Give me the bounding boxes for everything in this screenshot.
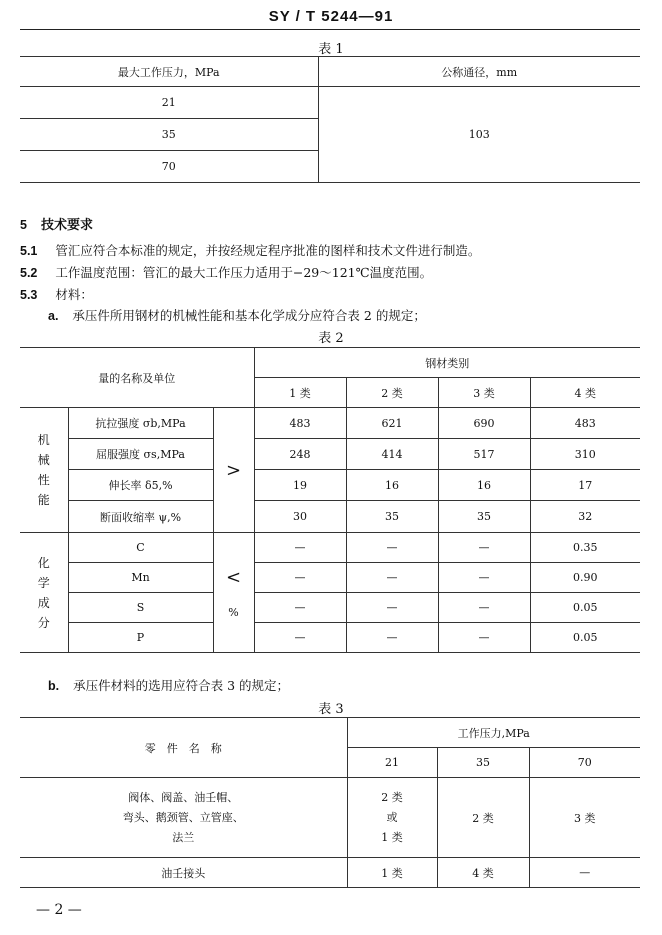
less-than-sign: < xyxy=(225,566,242,588)
section-heading xyxy=(20,214,93,233)
value-cell: 0.05 xyxy=(530,623,640,653)
value-cell: 621 xyxy=(346,408,438,439)
table2-class-header: 2 类 xyxy=(346,378,438,408)
table3-pressure-header: 工作压力,MPa xyxy=(347,718,640,748)
item-text: 承压件所用钢材的机械性能和基本化学成分应符合表 2 的规定； xyxy=(72,308,426,323)
value-cell: — xyxy=(346,533,438,563)
value-cell: 35 xyxy=(438,501,530,533)
table3-pressure-col: 35 xyxy=(437,748,529,778)
value-cell: — xyxy=(346,623,438,653)
clause-number: 5.2 xyxy=(20,266,38,280)
table2-class-header: 3 类 xyxy=(438,378,530,408)
class-cell: 1 类 xyxy=(347,858,437,888)
value-cell: 310 xyxy=(530,439,640,470)
table1-col1-header: 最大工作压力，MPa xyxy=(20,57,318,87)
header-rule xyxy=(20,29,640,30)
value-cell: 17 xyxy=(530,470,640,501)
value-cell: 0.35 xyxy=(530,533,640,563)
clause-5-3 xyxy=(20,285,93,303)
value-cell: 16 xyxy=(438,470,530,501)
value-cell: 0.05 xyxy=(530,593,640,623)
value-cell: 30 xyxy=(254,501,346,533)
table2-class-header: 4 类 xyxy=(530,378,640,408)
table2-caption: 表 2 xyxy=(318,331,344,346)
value-cell: 414 xyxy=(346,439,438,470)
value-cell: — xyxy=(254,623,346,653)
table1-pressure-cell: 21 xyxy=(20,87,318,119)
clause-number: 5.3 xyxy=(20,288,38,302)
table3-caption: 表 3 xyxy=(318,702,344,717)
table1-pressure-cell: 70 xyxy=(20,151,318,183)
table1-col2-header: 公称通径，mm xyxy=(318,57,640,87)
value-cell: 19 xyxy=(254,470,346,501)
property-name: 伸长率 δ5,% xyxy=(68,470,213,501)
value-cell: — xyxy=(254,593,346,623)
value-cell: — xyxy=(346,563,438,593)
greater-than-sign: > xyxy=(213,408,254,533)
table2-quantity-header: 量的名称及单位 xyxy=(20,348,254,408)
table3-pressure-col: 70 xyxy=(529,748,640,778)
class-cell: 2 类 xyxy=(437,778,529,858)
mechanical-group-label: 机 械 性 能 xyxy=(20,408,68,533)
table3-pressure-col: 21 xyxy=(347,748,437,778)
value-cell: 517 xyxy=(438,439,530,470)
table2-steel-class-header: 钢材类别 xyxy=(254,348,640,378)
item-label: b. xyxy=(48,679,60,693)
property-name: 屈服强度 σs,MPa xyxy=(68,439,213,470)
property-name: 断面收缩率 ψ,% xyxy=(68,501,213,533)
value-cell: 690 xyxy=(438,408,530,439)
clause-text: 材料： xyxy=(55,287,93,302)
class-cell: — xyxy=(529,858,640,888)
item-b xyxy=(48,676,289,694)
value-cell: 0.90 xyxy=(530,563,640,593)
chemical-group-label: 化 学 成 分 xyxy=(20,533,68,653)
page-number: — 2 — xyxy=(36,902,82,918)
table3-part-name-header: 零 件 名 称 xyxy=(20,718,347,778)
percent-unit: % xyxy=(228,605,239,619)
value-cell: — xyxy=(254,563,346,593)
clause-5-1 xyxy=(20,241,480,259)
table2 xyxy=(20,347,640,653)
element-name: C xyxy=(68,533,213,563)
value-cell: 483 xyxy=(254,408,346,439)
class-options-cell: 2 类 或 1 类 xyxy=(347,778,437,858)
part-name-cell: 油壬接头 xyxy=(20,858,347,888)
table1 xyxy=(20,56,640,183)
table2-class-header: 1 类 xyxy=(254,378,346,408)
clause-5-2 xyxy=(20,263,432,281)
value-cell: 483 xyxy=(530,408,640,439)
clause-text: 工作温度范围：管汇的最大工作压力适用于−29～121℃温度范围。 xyxy=(55,265,433,280)
table1-pressure-cell: 35 xyxy=(20,119,318,151)
value-cell: 248 xyxy=(254,439,346,470)
item-label: a. xyxy=(48,309,59,323)
class-cell: 4 类 xyxy=(437,858,529,888)
value-cell: — xyxy=(346,593,438,623)
item-a xyxy=(48,306,426,324)
table1-bore-cell: 103 xyxy=(318,87,640,183)
element-name: Mn xyxy=(68,563,213,593)
value-cell: 16 xyxy=(346,470,438,501)
value-cell: — xyxy=(438,563,530,593)
table1-caption: 表 1 xyxy=(318,42,344,57)
section-number: 5 xyxy=(20,218,27,232)
value-cell: 32 xyxy=(530,501,640,533)
part-names-cell: 阀体、阀盖、油壬帽、 弯头、鹅颈管、立管座、 法兰 xyxy=(20,778,347,858)
class-cell: 3 类 xyxy=(529,778,640,858)
value-cell: — xyxy=(438,593,530,623)
value-cell: — xyxy=(254,533,346,563)
clause-number: 5.1 xyxy=(20,244,38,258)
element-name: S xyxy=(68,593,213,623)
table3 xyxy=(20,717,640,888)
element-name: P xyxy=(68,623,213,653)
section-title: 技术要求 xyxy=(40,218,93,233)
property-name: 抗拉强度 σb,MPa xyxy=(68,408,213,439)
document-code: SY / T 5244—91 xyxy=(268,8,394,25)
item-text: 承压件材料的选用应符合表 3 的规定； xyxy=(73,678,289,693)
value-cell: — xyxy=(438,533,530,563)
clause-text: 管汇应符合本标准的规定，并按经规定程序批准的图样和技术文件进行制造。 xyxy=(55,243,481,258)
less-than-percent xyxy=(213,533,254,653)
value-cell: — xyxy=(438,623,530,653)
value-cell: 35 xyxy=(346,501,438,533)
